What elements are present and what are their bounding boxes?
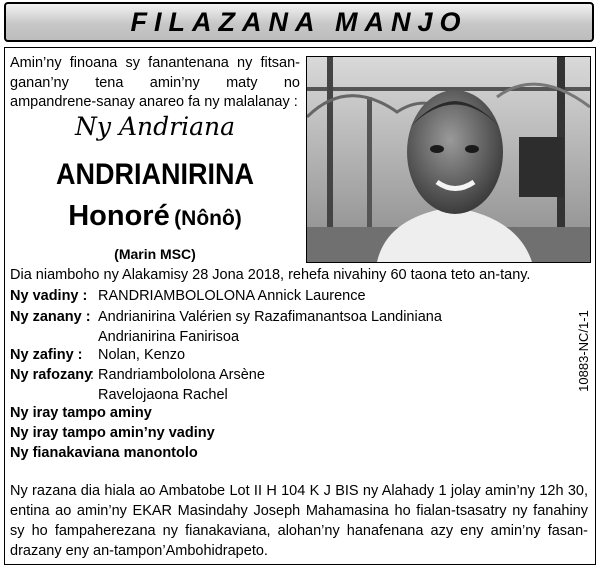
deceased-nickname: (Nônô) (174, 207, 242, 230)
children-line-1: Andrianirina Valérien sy Razafimanantsoa Landiniana (98, 309, 442, 325)
inlaws-line-2: Ravelojaona Rachel (98, 387, 228, 403)
grandchildren-value: Nolan, Kenzo (98, 347, 186, 363)
funeral-details: Ny razana dia hiala ao Ambatobe Lot II H 104 K J BIS ny Alahady 1 jolay amin’ny 12h 30, entina ao amin’ny EKAR Masindahy Joseph Mahamasina ho fialan-tsasatry ny fanahiny sy ho fampaherezana ny fianakaviana, alohan’ny hanafenana azy eny amin’ny fasan-drazany eny an-tampon’Ambohidrapeto. (10, 483, 588, 559)
inlaws-label: Ny rafozany (10, 367, 93, 383)
reference-text: 10883-NC/1-1 (576, 310, 591, 392)
children-line-2: Andrianirina Fanirisoa (98, 329, 240, 345)
notice-header (4, 2, 594, 42)
deceased-surname: ANDRIANIRINA (56, 158, 254, 191)
inlaws-line-1: : Randriambololona Arsène (90, 367, 265, 383)
notice-title: FILAZANA MANJO (130, 6, 468, 37)
spouse-value: RANDRIAMBOLOLONA Annick Laurence (98, 288, 366, 304)
family-children-row (10, 309, 442, 345)
intro-text: Amin’ny finoana sy fanantenana ny fitsan-ganan’ny tena amin’ny maty no ampandrene-sanay anareo fa ny malalanay : (10, 55, 300, 110)
portrait-photo (306, 56, 591, 263)
tribute-line-1: Ny iray tampo aminy (10, 405, 152, 421)
grandchildren-label: Ny zafiny : (10, 347, 83, 363)
children-label: Ny zanany : (10, 309, 91, 325)
deceased-first-name-line (10, 200, 300, 233)
family-inlaws-row (10, 367, 265, 403)
family-grandchildren-row (10, 347, 186, 363)
deceased-rank: (Marin MSC) (114, 246, 196, 262)
deceased-first-name: Honoré (68, 200, 170, 232)
tribute-line-2: Ny iray tampo amin’ny vadiny (10, 425, 215, 441)
family-spouse-row (10, 288, 366, 304)
honorific-title: Ny Andriana (75, 112, 235, 141)
death-notice: Dia niamboho ny Alakamisy 28 Jona 2018, rehefa nivahiny 60 taona teto an-tany. (10, 267, 531, 283)
reference-code (576, 310, 592, 392)
tribute-line-3: Ny fianakaviana manontolo (10, 445, 198, 461)
spouse-label: Ny vadiny : (10, 288, 88, 304)
